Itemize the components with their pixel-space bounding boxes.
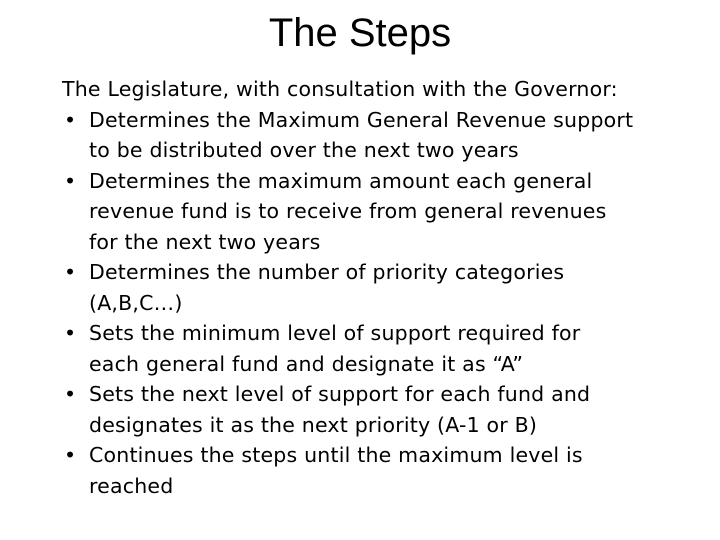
bullet-item bbox=[62, 379, 712, 440]
bullet-item bbox=[62, 318, 712, 379]
bullet-item bbox=[62, 440, 712, 501]
bullet-item bbox=[62, 257, 712, 318]
bullet-icon: • bbox=[64, 443, 77, 467]
bullet-line: revenue fund is to receive from general revenues bbox=[89, 199, 607, 223]
bullet-line: Determines the Maximum General Revenue support bbox=[89, 107, 634, 132]
bullet-line: each general fund and designate it as “A” bbox=[89, 351, 524, 376]
bullet-line: Determines the maximum amount each general bbox=[89, 168, 593, 193]
bullet-item bbox=[62, 105, 712, 166]
bullet-line: Sets the minimum level of support required for bbox=[89, 321, 581, 345]
slide-body bbox=[62, 74, 712, 501]
bullet-icon: • bbox=[64, 321, 77, 345]
bullet-line: for the next two years bbox=[89, 229, 321, 254]
bullet-icon: • bbox=[64, 260, 77, 284]
bullet-line: to be distributed over the next two years bbox=[89, 138, 519, 162]
bullet-icon: • bbox=[64, 168, 77, 193]
slide-title: The Steps bbox=[268, 11, 452, 55]
bullet-line: reached bbox=[89, 473, 174, 498]
bullet-list bbox=[62, 105, 712, 502]
bullet-line: Continues the steps until the maximum level is bbox=[89, 443, 583, 467]
bullet-line: Sets the next level of support for each fund and bbox=[89, 382, 591, 406]
bullet-icon: • bbox=[64, 107, 77, 132]
bullet-line: (A,B,C…) bbox=[89, 290, 183, 315]
bullet-line: designates it as the next priority (A-1 or B) bbox=[89, 412, 538, 437]
bullet-line: Determines the number of priority categories bbox=[89, 260, 565, 284]
intro-text: The Legislature, with consultation with the Governor: bbox=[62, 77, 618, 101]
bullet-item bbox=[62, 166, 712, 258]
bullet-icon: • bbox=[64, 382, 77, 406]
